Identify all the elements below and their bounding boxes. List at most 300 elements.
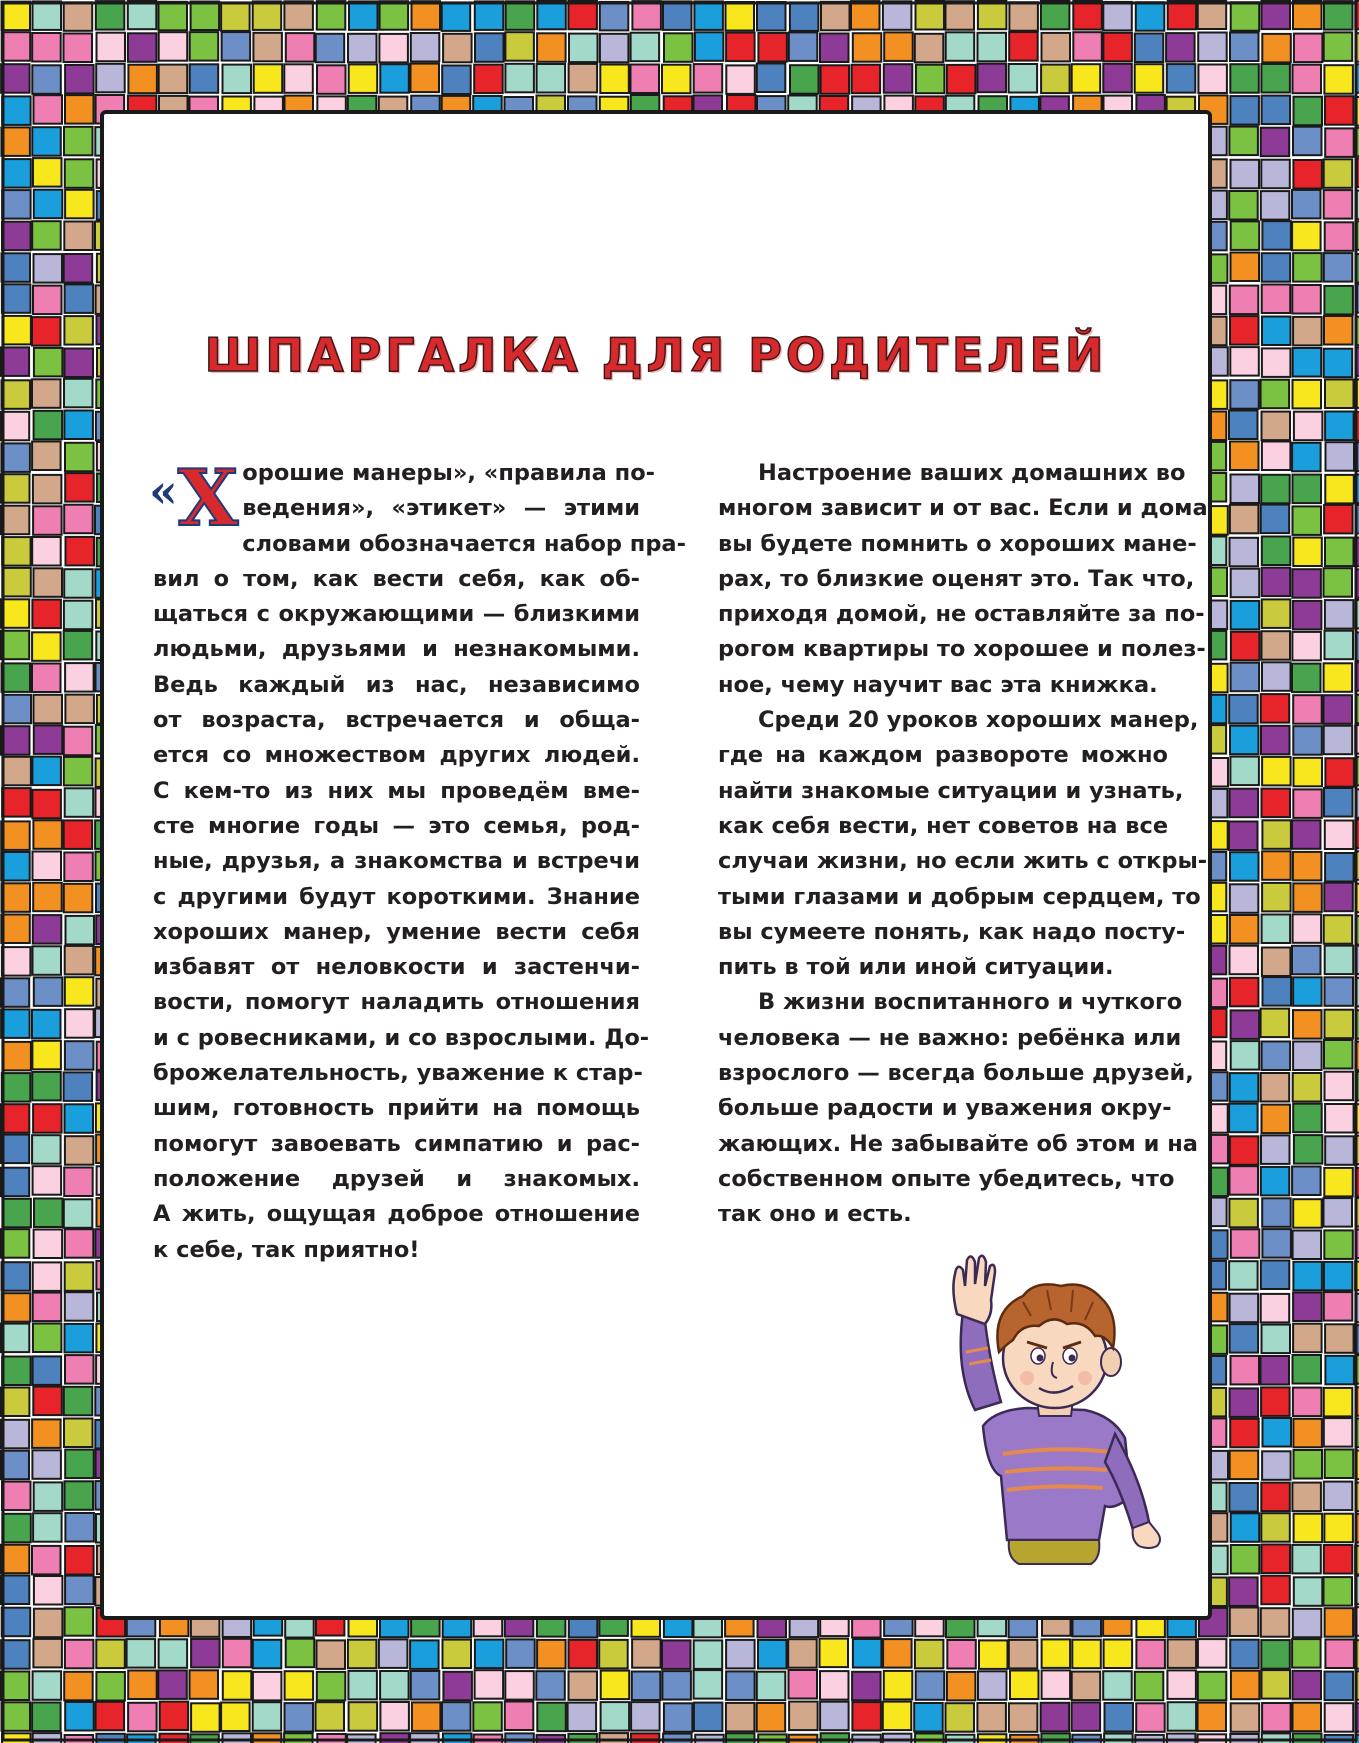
mosaic-tile	[2, 537, 31, 566]
mosaic-tile	[64, 254, 92, 283]
mosaic-tile	[34, 1576, 63, 1605]
mosaic-tile	[1230, 852, 1259, 881]
mosaic-tile	[1231, 1671, 1260, 1700]
mosaic-tile	[253, 1672, 282, 1701]
mosaic-tile	[1324, 1198, 1353, 1227]
mosaic-tile	[159, 32, 188, 61]
mosaic-tile	[65, 788, 94, 817]
mosaic-tile	[1, 1009, 30, 1038]
mosaic-tile	[34, 568, 63, 597]
mosaic-tile	[1, 1388, 30, 1417]
mosaic-tile	[1, 1545, 30, 1574]
mosaic-tile	[1293, 601, 1322, 630]
mosaic-tile	[1009, 64, 1038, 93]
mosaic-tile	[1072, 64, 1101, 93]
mosaic-tile	[1324, 726, 1353, 755]
mosaic-tile	[947, 1672, 976, 1701]
mosaic-tile	[33, 915, 62, 944]
mosaic-tile	[32, 1135, 61, 1164]
mosaic-tile	[1324, 349, 1353, 378]
mosaic-tile	[64, 34, 93, 63]
mosaic-tile	[632, 1639, 661, 1668]
mosaic-tile	[379, 34, 408, 63]
mosaic-tile	[662, 1671, 691, 1700]
text-line: людьми, друзьями и незнакомыми.	[153, 636, 640, 663]
mosaic-tile	[1325, 1703, 1354, 1732]
mosaic-tile	[1325, 475, 1354, 504]
mosaic-tile	[1, 1168, 30, 1197]
mosaic-tile	[1261, 1387, 1290, 1416]
text-line: как себя вести, нет советов на все	[718, 812, 1169, 839]
mosaic-tile	[223, 65, 252, 94]
mosaic-tile	[159, 65, 188, 94]
mosaic-tile	[1325, 128, 1354, 157]
mosaic-tile	[1, 915, 30, 944]
mosaic-tile	[1262, 948, 1291, 977]
mosaic-tile	[1324, 32, 1353, 61]
mosaic-tile	[1292, 1167, 1321, 1196]
mosaic-tile	[1293, 1324, 1322, 1353]
mosaic-tile	[537, 1, 566, 30]
mosaic-tile	[33, 1, 62, 30]
mosaic-tile	[1262, 1670, 1291, 1699]
mosaic-tile	[1325, 758, 1354, 787]
mosaic-tile	[32, 600, 61, 629]
mosaic-tile	[1325, 600, 1354, 629]
mosaic-tile	[2, 1608, 31, 1637]
mosaic-tile	[64, 631, 92, 660]
mosaic-tile	[2, 96, 31, 125]
mosaic-tile	[1324, 1262, 1353, 1291]
intro-lines	[153, 456, 686, 1268]
mosaic-tile	[600, 65, 629, 94]
mosaic-tile	[1231, 1010, 1260, 1039]
mosaic-tile	[600, 1733, 629, 1743]
mosaic-tile	[726, 1703, 755, 1732]
mosaic-tile	[1262, 1, 1291, 30]
mosaic-tile	[1230, 1451, 1259, 1480]
mosaic-tile	[1262, 568, 1291, 597]
mosaic-tile	[65, 1513, 94, 1542]
boy-waving-hand-icon	[935, 1240, 1165, 1580]
mosaic-tile	[1293, 1199, 1322, 1228]
mosaic-tile	[1229, 411, 1258, 440]
mosaic-tile	[65, 159, 94, 188]
mosaic-tile	[160, 1734, 189, 1743]
mosaic-tile	[1230, 316, 1259, 345]
mosaic-tile	[1294, 1577, 1323, 1606]
mosaic-tile	[128, 65, 157, 94]
mosaic-tile	[1262, 599, 1291, 628]
mosaic-tile	[1263, 977, 1292, 1006]
text-line: рогом квартиры то хорошее и полез-	[718, 636, 1206, 663]
mosaic-tile	[1293, 1042, 1322, 1071]
mosaic-tile	[1, 1229, 30, 1258]
mosaic-tile	[1009, 32, 1037, 61]
mosaic-tile	[65, 1041, 94, 1070]
mosaic-tile	[1, 127, 30, 155]
mosaic-tile	[65, 349, 94, 378]
mosaic-tile	[1324, 915, 1353, 944]
mosaic-tile	[1010, 1671, 1039, 1700]
text-line: Среди 20 уроков хороших манер,	[758, 707, 1199, 734]
mosaic-tile	[1325, 412, 1354, 441]
mosaic-tile	[1042, 33, 1071, 62]
mosaic-tile	[1167, 1670, 1196, 1699]
mosaic-tile	[1, 599, 30, 628]
text-line: жающих. Не забывайте об этом и на	[718, 1130, 1198, 1157]
mosaic-tile	[1229, 695, 1258, 724]
mosaic-tile	[65, 1450, 94, 1479]
mosaic-tile	[757, 1672, 786, 1701]
mosaic-tile	[758, 1640, 787, 1669]
mosaic-tile	[1262, 348, 1291, 377]
mosaic-tile	[1293, 977, 1322, 1006]
mosaic-tile	[1262, 1325, 1291, 1354]
mosaic-tile	[65, 65, 94, 94]
mosaic-tile	[1198, 1639, 1227, 1668]
mosaic-tile	[64, 884, 93, 913]
mosaic-tile	[1262, 253, 1291, 282]
mosaic-tile	[1229, 822, 1258, 851]
mosaic-tile	[412, 1, 441, 30]
mosaic-tile	[1231, 475, 1260, 504]
mosaic-tile	[883, 1639, 912, 1668]
mosaic-tile	[1325, 821, 1354, 850]
mosaic-tile	[915, 34, 944, 63]
mosaic-tile	[1041, 1733, 1070, 1743]
mosaic-tile	[223, 1733, 252, 1743]
mosaic-tile	[1261, 694, 1290, 723]
mosaic-tile	[694, 1703, 723, 1732]
mosaic-tile	[757, 1703, 786, 1732]
mosaic-tile	[221, 1703, 250, 1732]
mosaic-tile	[66, 916, 95, 945]
mosaic-tile	[505, 64, 534, 93]
mosaic-tile	[852, 1702, 881, 1731]
mosaic-tile	[2, 1357, 31, 1386]
mosaic-tile	[128, 1703, 157, 1732]
drop-cap-letter: Х	[177, 453, 239, 544]
mosaic-tile	[65, 1009, 94, 1037]
mosaic-tile	[64, 379, 93, 408]
mosaic-tile	[1324, 1514, 1353, 1543]
mosaic-tile	[1261, 726, 1290, 755]
mosaic-tile	[1293, 1262, 1322, 1291]
mosaic-tile	[253, 1640, 281, 1669]
mosaic-tile	[1324, 1577, 1353, 1606]
mosaic-tile	[1262, 1545, 1291, 1574]
mosaic-tile	[65, 1640, 94, 1669]
page-title: ШПАРГАЛКА ДЛЯ РОДИТЕЛЕЙ	[204, 328, 1108, 382]
mosaic-tile	[852, 65, 881, 94]
mosaic-tile	[2, 1293, 31, 1322]
mosaic-tile	[1041, 1703, 1070, 1732]
mosaic-tile	[1292, 443, 1321, 472]
mosaic-tile	[1231, 632, 1260, 661]
mosaic-tile	[1261, 1483, 1290, 1512]
mosaic-tile	[64, 127, 93, 156]
mosaic-tile	[664, 1703, 693, 1732]
mosaic-tile	[568, 1, 597, 30]
mosaic-tile	[789, 32, 818, 61]
mosaic-tile	[1294, 758, 1323, 787]
mosaic-tile	[1262, 96, 1291, 125]
mosaic-tile	[1198, 1672, 1227, 1701]
mosaic-tile	[1294, 34, 1323, 63]
mosaic-tile	[1, 412, 30, 441]
mosaic-tile	[1326, 442, 1355, 471]
mosaic-tile	[34, 95, 63, 124]
mosaic-tile	[317, 1, 346, 30]
mosaic-tile	[1293, 475, 1322, 504]
text-line: избавят от неловкости и застенчи-	[153, 954, 640, 981]
mosaic-tile	[316, 34, 345, 63]
mosaic-tile	[1041, 1, 1070, 30]
mosaic-tile	[1166, 33, 1195, 62]
text-line: Ведь каждый из нас, независимо	[153, 671, 640, 698]
mosaic-tile	[1262, 662, 1291, 691]
mosaic-tile	[694, 64, 723, 93]
text-line: и с ровесниками, и со взрослыми. До-	[153, 1024, 650, 1051]
mosaic-tile	[1324, 253, 1353, 282]
mosaic-tile	[1324, 65, 1353, 94]
mosaic-tile	[1294, 1135, 1323, 1164]
mosaic-tile	[65, 1702, 94, 1731]
mosaic-tile	[1324, 286, 1353, 315]
mosaic-tile	[1229, 1261, 1258, 1290]
text-line: от возраста, встречается и обща-	[153, 707, 640, 734]
mosaic-tile	[65, 1324, 94, 1353]
mosaic-tile	[662, 1640, 691, 1669]
mosaic-tile	[1262, 442, 1291, 471]
mosaic-tile	[34, 1230, 63, 1259]
mosaic-tile	[32, 1041, 61, 1070]
mosaic-tile	[505, 1671, 534, 1700]
mosaic-tile	[1103, 64, 1132, 93]
intro-paragraph	[149, 453, 686, 1268]
mosaic-tile	[853, 33, 882, 62]
mosaic-tile	[1230, 347, 1259, 376]
mosaic-tile	[1231, 601, 1260, 630]
text-line: брожелательность, уважение к стар-	[153, 1060, 643, 1087]
mosaic-tile	[1293, 1355, 1322, 1384]
mosaic-tile	[348, 1671, 377, 1700]
mosaic-tile	[2, 1482, 31, 1511]
mosaic-tile	[2, 190, 31, 219]
mosaic-tile	[1293, 65, 1322, 94]
drop-cap-quote: «	[149, 464, 178, 518]
mosaic-tile	[1261, 1640, 1290, 1669]
mosaic-tile	[1229, 1483, 1258, 1512]
mosaic-tile	[1, 1135, 30, 1164]
mosaic-tile	[601, 1671, 630, 1700]
mosaic-tile	[64, 601, 93, 630]
mosaic-tile	[65, 95, 94, 124]
mosaic-tile	[664, 33, 693, 62]
mosaic-tile	[978, 64, 1007, 92]
mosaic-tile	[1292, 820, 1321, 849]
mosaic-tile	[1261, 1009, 1290, 1038]
mosaic-tile	[1231, 663, 1260, 692]
mosaic-tile	[1136, 2, 1165, 31]
mosaic-tile	[1, 1640, 30, 1669]
mosaic-tile	[65, 663, 94, 692]
mosaic-tile	[1072, 1672, 1101, 1701]
mosaic-tile	[65, 1262, 94, 1291]
mosaic-tile	[537, 33, 566, 62]
mosaic-tile	[348, 34, 377, 63]
mosaic-tile	[978, 1, 1007, 30]
left-column	[149, 453, 686, 1268]
mosaic-tile	[1261, 1073, 1290, 1102]
mosaic-tile	[1325, 222, 1354, 251]
mosaic-tile	[2, 2, 31, 31]
mosaic-tile	[599, 1640, 628, 1669]
mosaic-tile	[505, 32, 534, 61]
mosaic-tile	[1, 506, 30, 535]
mosaic-tile	[1230, 286, 1259, 315]
mosaic-tile	[64, 1419, 93, 1448]
mosaic-tile	[631, 33, 660, 62]
mosaic-tile	[1231, 221, 1260, 250]
mosaic-tile	[191, 1639, 220, 1668]
mosaic-tile	[663, 1734, 692, 1743]
mosaic-tile	[475, 33, 504, 62]
mosaic-tile	[1324, 1292, 1353, 1321]
mosaic-tile	[790, 65, 819, 94]
mosaic-tile	[32, 33, 61, 62]
mosaic-tile	[1325, 1356, 1354, 1385]
mosaic-tile	[1292, 946, 1321, 975]
mosaic-tile	[2, 1262, 31, 1291]
mosaic-tile	[915, 1734, 944, 1743]
text-line: ется со множеством других людей.	[153, 742, 640, 769]
mosaic-tile	[96, 1702, 125, 1731]
mosaic-tile	[1293, 380, 1322, 409]
mosaic-tile	[978, 1671, 1007, 1700]
mosaic-tile	[66, 537, 95, 566]
mosaic-tile	[758, 33, 787, 62]
text-line: вости, помогут наладить отношения	[153, 989, 640, 1016]
mosaic-tile	[883, 1702, 912, 1731]
mosaic-tile	[65, 443, 94, 472]
mosaic-tile	[1293, 1609, 1322, 1638]
mosaic-tile	[2, 1042, 31, 1071]
mosaic-tile	[1262, 757, 1291, 786]
mosaic-tile	[412, 1702, 441, 1731]
mosaic-tile	[1324, 1168, 1353, 1197]
mosaic-tile	[2, 883, 31, 912]
mosaic-tile	[410, 1640, 439, 1669]
mosaic-tile	[1230, 1073, 1259, 1102]
mosaic-tile	[1261, 1167, 1290, 1196]
mosaic-tile	[1262, 285, 1291, 314]
mosaic-tile	[1, 474, 30, 503]
mosaic-tile	[820, 1702, 849, 1731]
mosaic-tile	[1230, 1608, 1259, 1637]
mosaic-tile	[160, 1702, 189, 1731]
mosaic-tile	[1230, 1166, 1259, 1195]
mosaic-tile	[914, 1703, 943, 1732]
mosaic-tile	[1293, 1231, 1322, 1260]
mosaic-tile	[2, 1733, 31, 1743]
mosaic-tile	[1293, 695, 1322, 724]
mosaic-tile	[380, 1, 409, 30]
mosaic-tile	[1293, 538, 1322, 567]
mosaic-tile	[821, 65, 850, 94]
mosaic-tile	[1230, 915, 1259, 944]
mosaic-tile	[474, 65, 503, 94]
mosaic-tile	[1324, 1230, 1353, 1259]
mosaic-tile	[190, 64, 219, 93]
mosaic-tile	[317, 1640, 346, 1669]
mosaic-tile	[348, 1640, 377, 1669]
text-line: вы будете помнить о хороших мане-	[718, 530, 1197, 557]
text-line: случаи жизни, но если жить с откры-	[718, 848, 1208, 875]
mosaic-tile	[253, 33, 282, 62]
mosaic-tile	[1293, 160, 1322, 189]
mosaic-tile	[64, 569, 93, 598]
mosaic-tile	[1324, 883, 1353, 912]
mosaic-tile	[1103, 1671, 1132, 1700]
mosaic-tile	[380, 1671, 409, 1700]
mosaic-tile	[96, 1672, 125, 1701]
mosaic-tile	[820, 34, 849, 63]
mosaic-tile	[349, 64, 378, 93]
mosaic-tile	[1073, 1, 1102, 30]
mosaic-tile	[317, 65, 346, 94]
mosaic-tile	[569, 1640, 598, 1669]
mosaic-tile	[349, 1, 378, 30]
mosaic-tile	[1261, 380, 1290, 409]
mosaic-tile	[1261, 1135, 1290, 1164]
mosaic-tile	[33, 1262, 62, 1291]
mosaic-tile	[1, 631, 30, 660]
mosaic-tile	[1262, 1105, 1291, 1134]
mosaic-tile	[285, 1671, 314, 1700]
mosaic-tile	[1072, 1640, 1101, 1669]
mosaic-tile	[34, 977, 63, 1006]
right-column	[678, 456, 1208, 1233]
text-line: так оно и есть.	[718, 1201, 912, 1228]
mosaic-tile	[65, 695, 94, 724]
mosaic-tile	[1324, 190, 1353, 219]
mosaic-tile	[1231, 253, 1260, 282]
mosaic-tile	[1230, 789, 1259, 818]
mosaic-tile	[883, 1734, 912, 1743]
mosaic-tile	[1105, 1703, 1134, 1732]
mosaic-tile	[34, 254, 63, 283]
mosaic-tile	[1325, 1072, 1354, 1101]
mosaic-tile	[1261, 1356, 1290, 1385]
mosaic-tile	[1325, 1136, 1354, 1165]
mosaic-tile	[32, 1072, 61, 1101]
text-line: к себе, так приятно!	[153, 1236, 420, 1263]
mosaic-tile	[726, 2, 755, 31]
mosaic-tile	[2, 568, 31, 597]
mosaic-tile	[1324, 159, 1353, 188]
mosaic-tile	[32, 1010, 61, 1039]
mosaic-tile	[65, 1481, 94, 1510]
mosaic-tile	[1262, 883, 1291, 912]
mosaic-tile	[411, 1671, 440, 1700]
mosaic-tile	[537, 64, 566, 93]
mosaic-tile	[632, 1672, 661, 1701]
mosaic-tile	[1262, 317, 1291, 346]
mosaic-tile	[1324, 1, 1353, 30]
mosaic-tile	[1231, 2, 1260, 31]
